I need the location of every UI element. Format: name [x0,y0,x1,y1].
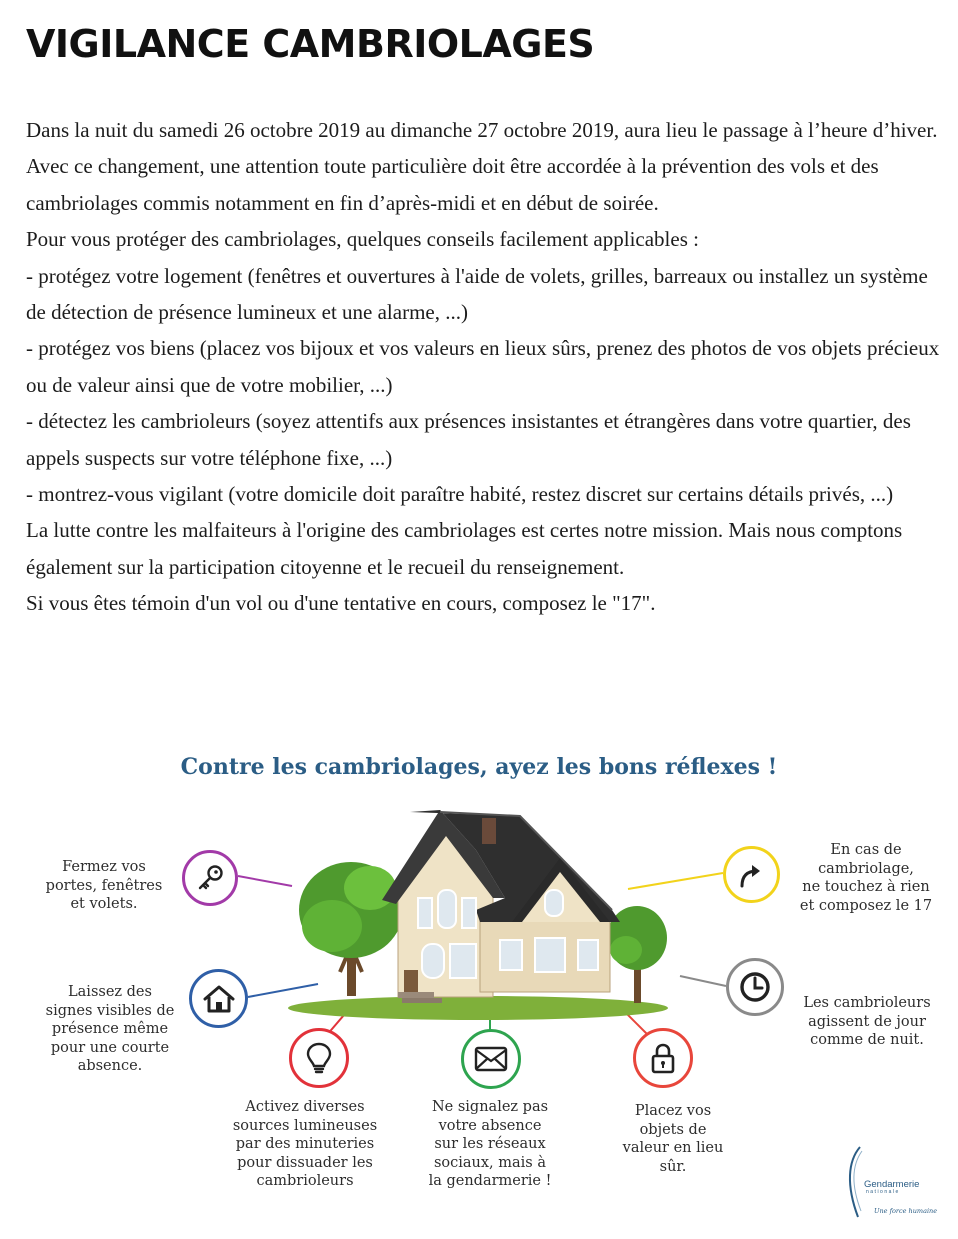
padlock-icon [633,1028,693,1088]
forward-arrow-icon [723,846,780,903]
advice-item: - détectez les cambrioleurs (soyez attentifs aux présences insistantes et étrangères dans votre quartier, des appels suspects sur votre téléphone fixe, ...) [26,409,911,470]
tip-valuables: Placez vos objets de valeur en lieu sûr. [622,1103,724,1175]
emergency-paragraph: Si vous êtes témoin d'un vol ou d'une tentative en cours, composez le "17". [26,591,656,616]
key-icon [182,850,238,906]
tip-social: Ne signalez pas votre absence sur les réseaux sociaux, mais à la gendarmerie ! [428,1099,552,1190]
tip-lights: Activez diverses sources lumineuses par des minuteries pour dissuader les cambrioleurs [232,1099,378,1190]
home-icon [189,969,248,1028]
tip-doors: Fermez vos portes, fenêtres et volets. [45,859,163,913]
tip-presence: Laissez des signes visibles de présence même pour une courte absence. [45,984,175,1075]
infographic [0,740,958,1239]
mission-paragraph: La lutte contre les malfaiteurs à l'origine des cambriolages est certes notre mission. Mais nous comptons également sur la participation citoyenne et le recueil du renseignement. [26,518,903,579]
article-body [26,112,941,622]
advice-item: - montrez-vous vigilant (votre domicile doit paraître habité, restez discret sur certains détails privés, ...) [26,482,894,507]
lightbulb-icon [289,1028,349,1088]
gendarmerie-logo: Gendarmerie nationale Une force humaine [838,1145,938,1225]
advice-item: - protégez vos biens (placez vos bijoux et vos valeurs en lieux sûrs, prenez des photos de vos objets précieux ou de valeur ainsi que de votre mobilier, ...) [26,336,940,397]
advice-intro: Pour vous protéger des cambriolages, quelques conseils facilement applicables : [26,227,699,252]
page-title: VIGILANCE CAMBRIOLAGES [26,22,595,66]
tip-time: Les cambrioleurs agissent de jour comme de nuit. [803,995,931,1049]
clock-icon [726,958,784,1016]
tip-call: En cas de cambriolage, ne touchez à rien et composez le 17 [799,842,933,914]
infographic-title: Contre les cambriolages, ayez les bons réflexes ! [180,754,778,780]
envelope-icon [461,1029,521,1089]
advice-item: - protégez votre logement (fenêtres et ouvertures à l'aide de volets, grilles, barreaux ou installez un système de détection de présence lumineux et une alarme, ...) [26,263,928,325]
intro-paragraph: Dans la nuit du samedi 26 octobre 2019 au dimanche 27 octobre 2019, aura lieu le passage à l’heure d’hiver. Avec ce changement, une attention toute particulière doit être accordée à la prévention des vols et des cambriolages commis notamment en fin d’après-midi et en début de soirée. [26,118,938,215]
